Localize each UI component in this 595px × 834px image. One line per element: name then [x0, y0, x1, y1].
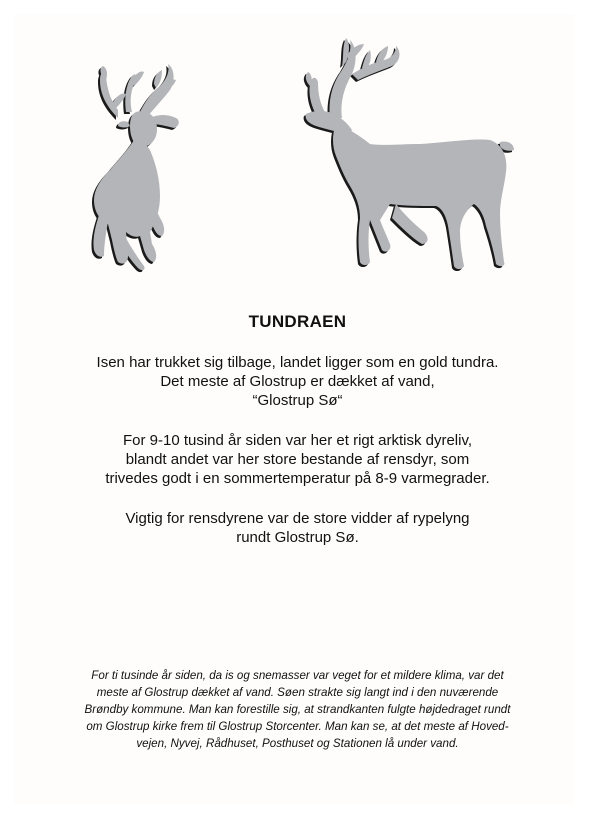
paragraph-intro [40, 353, 555, 410]
footnote-line: om Glostrup kirke frem til Glostrup Storcenter. Man kan se, at det meste af Hoved- [86, 720, 509, 733]
reindeer-illustration [0, 0, 595, 300]
footnote [28, 667, 567, 752]
paragraph-line: For 9-10 tusind år siden var her et rigt arktisk dyreliv, [122, 432, 473, 449]
footnote-line: meste af Glostrup dækket af vand. Søen strakte sig langt ind i den nuværende [96, 686, 499, 699]
paragraph-line: trivedes godt i en sommertemperatur på 8-9 varmegrader. [105, 470, 490, 487]
paragraph-line: Vigtig for rensdyrene var de store vidder af rypelyng [125, 510, 470, 527]
footnote-line: For ti tusinde år siden, da is og snemasser var veget for et mildere klima, var det [91, 669, 504, 682]
paragraph-heather [40, 509, 555, 547]
footnote-line: vejen, Nyvej, Rådhuset, Posthuset og Stationen lå under vand. [136, 737, 459, 750]
paragraph-line: Isen har trukket sig tilbage, landet ligger som en gold tundra. [96, 354, 499, 371]
reindeer-side-icon [304, 38, 514, 271]
paragraph-line: rundt Glostrup Sø. [236, 529, 359, 546]
paragraph-line: “Glostrup Sø“ [252, 392, 343, 409]
footnote-line: Brøndby kommune. Man kan forestille sig, at strandkanten fulgte højdedraget rundt [84, 703, 511, 716]
paragraph-line: Det meste af Glostrup er dækket af vand, [160, 373, 435, 390]
paragraph-line: blandt andet var her store bestande af rensdyr, som [125, 451, 470, 468]
page-title: TUNDRAEN [248, 312, 347, 331]
paragraph-wildlife [40, 431, 555, 488]
reindeer-front-icon [91, 64, 178, 272]
